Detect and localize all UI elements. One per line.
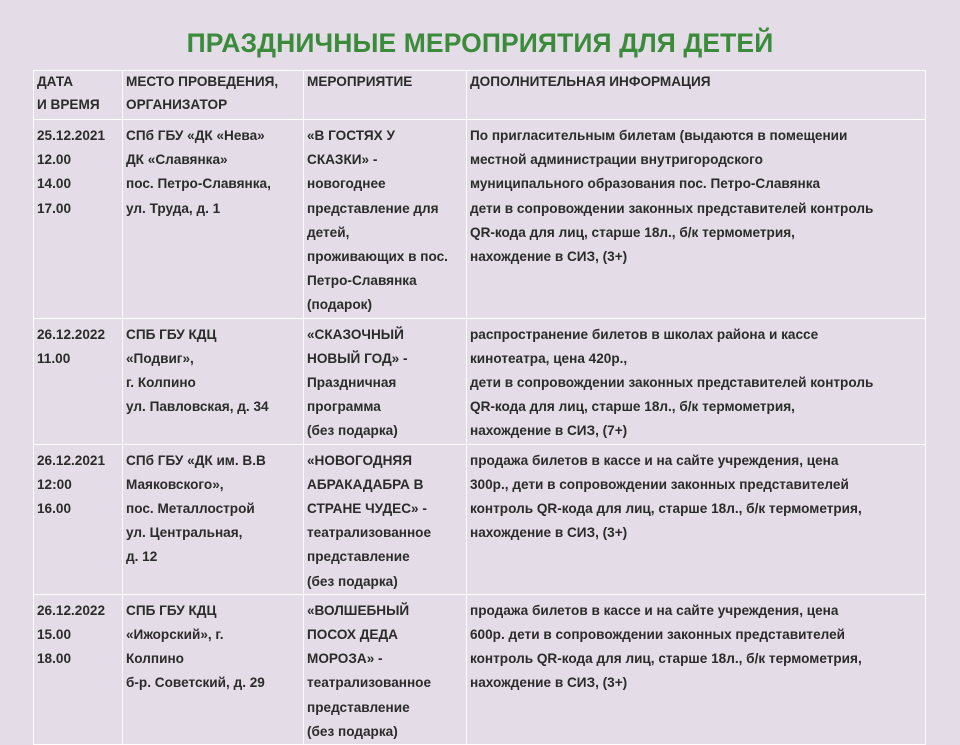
cell-place: СПБ ГБУ КДЦ «Подвиг», г. Колпино ул. Павловская, д. 34 <box>123 318 304 444</box>
table-row <box>34 444 926 594</box>
cell-place: СПБ ГБУ КДЦ «Ижорский», г. Колпино б-р. Советский, д. 29 <box>123 594 304 744</box>
cell-date: 25.12.2021 12.00 14.00 17.00 <box>34 120 123 319</box>
cell-info: По пригласительным билетам (выдаются в помещении местной администрации внутригородского муниципального образования пос. Петро-Славянка дети в сопровождении законных представителей контроль QR-кода для лиц, старше 18л., б/к термометрия, нахождение в СИЗ, (3+) <box>467 120 926 319</box>
cell-info: продажа билетов в кассе и на сайте учреждения, цена 300р., дети в сопровождении законных представителей контроль QR-кода для лиц, старше 18л., б/к термометрия, нахождение в СИЗ, (3+) <box>467 444 926 594</box>
column-header-date: ДАТА И ВРЕМЯ <box>34 71 123 120</box>
cell-place: СПб ГБУ «ДК «Нева» ДК «Славянка» пос. Петро-Славянка, ул. Труда, д. 1 <box>123 120 304 319</box>
cell-date: 26.12.2022 11.00 <box>34 318 123 444</box>
column-header-event: МЕРОПРИЯТИЕ <box>304 71 467 120</box>
cell-date: 26.12.2022 15.00 18.00 <box>34 594 123 744</box>
cell-event: «СКАЗОЧНЫЙ НОВЫЙ ГОД» - Праздничная программа (без подарка) <box>304 318 467 444</box>
cell-event: «В ГОСТЯХ У СКАЗКИ» - новогоднее представление для детей, проживающих в пос. Петро-Славянка (подарок) <box>304 120 467 319</box>
table-row <box>34 594 926 744</box>
cell-info: распространение билетов в школах района и кассе кинотеатра, цена 420р., дети в сопровождении законных представителей контроль QR-кода для лиц, старше 18л., б/к термометрия, нахождение в СИЗ, (7+) <box>467 318 926 444</box>
cell-place: СПб ГБУ «ДК им. В.В Маяковского», пос. Металлострой ул. Центральная, д. 12 <box>123 444 304 594</box>
events-table <box>33 70 926 745</box>
table-row <box>34 120 926 319</box>
column-header-info: ДОПОЛНИТЕЛЬНАЯ ИНФОРМАЦИЯ <box>467 71 926 120</box>
cell-event: «НОВОГОДНЯЯ АБРАКАДАБРА В СТРАНЕ ЧУДЕС» - театрализованное представление (без подарка) <box>304 444 467 594</box>
cell-info: продажа билетов в кассе и на сайте учреждения, цена 600р. дети в сопровождении законных представителей контроль QR-кода для лиц, старше 18л., б/к термометрия, нахождение в СИЗ, (3+) <box>467 594 926 744</box>
table-header-row <box>34 71 926 120</box>
page-title: ПРАЗДНИЧНЫЕ МЕРОПРИЯТИЯ ДЛЯ ДЕТЕЙ <box>186 28 774 58</box>
column-header-place: МЕСТО ПРОВЕДЕНИЯ, ОРГАНИЗАТОР <box>123 71 304 120</box>
table-row <box>34 318 926 444</box>
cell-date: 26.12.2021 12:00 16.00 <box>34 444 123 594</box>
cell-event: «ВОЛШЕБНЫЙ ПОСОХ ДЕДА МОРОЗА» - театрализованное представление (без подарка) <box>304 594 467 744</box>
